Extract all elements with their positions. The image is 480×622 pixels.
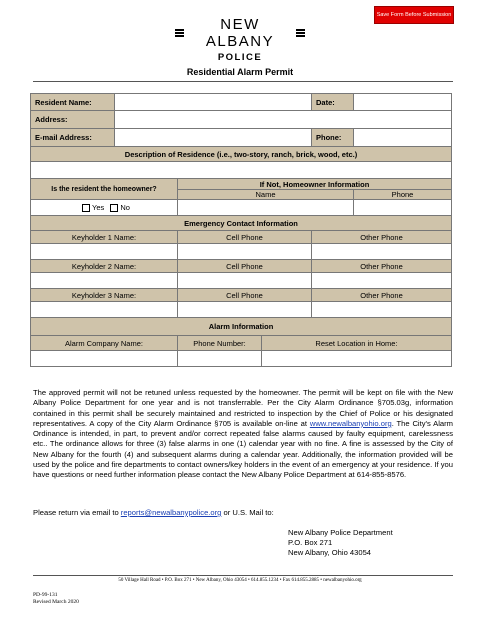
address-line-3: New Albany, Ohio 43054 [288,548,372,557]
logo-bars-left [175,29,184,37]
mail-suffix: or U.S. Mail to: [221,508,274,517]
date-field[interactable] [354,94,452,111]
return-instructions [33,508,274,517]
description-header: Description of Residence (i.e., two-story, ranch, brick, wood, etc.) [31,147,452,162]
logo-bars-right [296,29,305,37]
homeowner-choice [31,200,178,216]
keyholder-1-other-field[interactable] [312,244,452,260]
alarm-company-label: Alarm Company Name: [31,336,178,351]
form-number: PD-99-131 [33,592,58,598]
keyholder-2-label: Keyholder 2 Name: [31,260,178,273]
title-divider [33,81,453,82]
terms-text-2: . The City's Alarm Ordinance is intended, in part, to prevent and/or correct repeated false alarms caused by faulty equipment, carelessness etc.. The ordinance allows for three (3) false alarms in one (1) calendar year with no fine. A fine is assessed by the City of New Albany for the fourth (4) and subsequent alarms during a calendar year. Additionally, the information provided will be used by the police and fire departments to contact owners/key holders in the event of an emergency at your residence. If you have questions or need further information please contact the New Albany Police Department at 614-855-8576. [33,418,453,480]
homeowner-name-field[interactable] [178,200,354,216]
alarm-info-header: Alarm Information [31,318,452,336]
terms-text-1: The approved permit will not be retuned unless requested by the homeowner. The permit will be kept on file with the New Albany Police Department for one year and is not transferrable. Per the City Alarm Ordinance §705.03g, information contained in this permit shall be securely maintained and restricted to inspection by the Chief of Police or his designated representatives. A copy of the City Alarm Ordinance §705 is available on-line at [33,388,453,428]
keyholder-2-cell-field[interactable] [178,273,312,289]
address-line-1: New Albany Police Department [288,528,393,537]
keyholder-1-cell-label: Cell Phone [178,231,312,244]
homeowner-phone-field[interactable] [354,200,452,216]
emergency-contact-header: Emergency Contact Information [31,216,452,231]
logo-sub: POLICE [217,52,263,63]
report-email-link[interactable]: reports@newalbanypolice.org [120,508,222,517]
revision-date: Revised March 2020 [33,599,79,605]
footer-contact: 50 Village Hall Road • P.O. Box 271 • New Albany, Ohio 43054 • 614.855.1234 • Fax 614.855.2885 • newalbanyohio.org [118,578,362,583]
email-label: E-mail Address: [31,129,115,147]
logo-name: NEW ALBANY [205,16,275,50]
keyholder-1-label: Keyholder 1 Name: [31,231,178,244]
footer-divider [33,575,453,576]
permit-form-table [30,93,452,367]
mail-prefix: Please return via email to [33,508,121,517]
homeowner-phone-column: Phone [354,190,452,200]
keyholder-2-cell-label: Cell Phone [178,260,312,273]
keyholder-1-other-label: Other Phone [312,231,452,244]
alarm-company-field[interactable] [31,351,178,367]
keyholder-1-cell-field[interactable] [178,244,312,260]
no-label: No [120,202,130,212]
yes-label: Yes [92,202,105,212]
yes-checkbox[interactable] [82,204,90,212]
address-label: Address: [31,111,115,129]
keyholder-1-name-field[interactable] [31,244,178,260]
keyholder-3-name-field[interactable] [31,302,178,318]
keyholder-3-cell-label: Cell Phone [178,289,312,302]
address-line-2: P.O. Box 271 [288,538,333,547]
terms-paragraph [33,388,453,481]
alarm-phone-label: Phone Number: [178,336,262,351]
keyholder-3-label: Keyholder 3 Name: [31,289,178,302]
form-title: Residential Alarm Permit [186,67,294,77]
alarm-phone-field[interactable] [178,351,262,367]
phone-label: Phone: [312,129,354,147]
if-not-homeowner-header: If Not, Homeowner Information [178,179,452,190]
description-field[interactable] [31,162,452,179]
date-label: Date: [312,94,354,111]
website-link[interactable]: www.newalbanyohio.org [309,418,392,428]
reset-location-label: Reset Location in Home: [262,336,452,351]
reset-location-field[interactable] [262,351,452,367]
keyholder-2-name-field[interactable] [31,273,178,289]
address-field[interactable] [115,111,452,129]
homeowner-question: Is the resident the homeowner? [31,179,178,200]
homeowner-name-column: Name [178,190,354,200]
email-field[interactable] [115,129,312,147]
keyholder-3-cell-field[interactable] [178,302,312,318]
keyholder-3-other-label: Other Phone [312,289,452,302]
keyholder-3-other-field[interactable] [312,302,452,318]
save-form-button[interactable]: Save Form Before Submission [374,6,454,24]
logo [175,16,305,63]
mailing-address [288,528,393,558]
resident-name-field[interactable] [115,94,312,111]
resident-name-label: Resident Name: [31,94,115,111]
keyholder-2-other-label: Other Phone [312,260,452,273]
keyholder-2-other-field[interactable] [312,273,452,289]
form-id [33,592,79,606]
phone-field[interactable] [354,129,452,147]
no-checkbox[interactable] [110,204,118,212]
